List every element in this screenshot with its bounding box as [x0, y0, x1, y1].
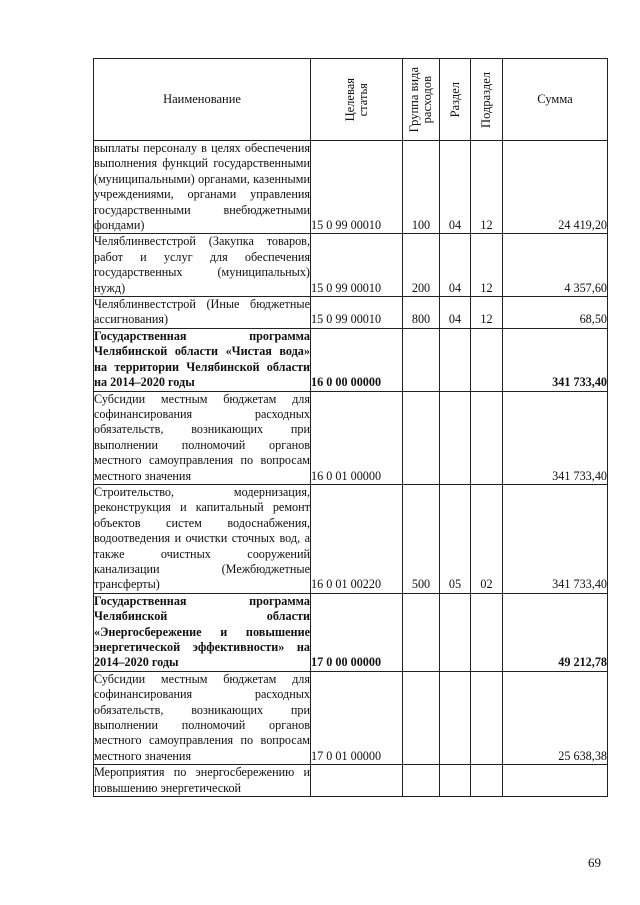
row-name: Строительство, модернизация, реконструкция и капитальный ремонт объектов систем водоснабжения, водоотведения и очистки сточных вод, а также очистных сооружений канализации (Межбюджетные трансферты)	[94, 484, 310, 592]
table-row	[94, 484, 608, 593]
row-name: Государственная программа Челябинской области «Чистая вода» на территории Челябинской области на 2014–2020 годы	[94, 328, 310, 390]
row-section	[440, 593, 471, 671]
row-code: 15 0 99 00010	[311, 141, 403, 234]
row-sum: 4 357,60	[503, 234, 608, 297]
row-code: 15 0 99 00010	[311, 297, 403, 329]
table-row-program	[94, 328, 608, 391]
row-name: Государственная программа Челябинской области «Энергосбережение и повышение энергетической эффективности» на 2014–2020 годы	[94, 593, 310, 670]
row-sum: 49 212,78	[503, 593, 608, 671]
row-section: 04	[440, 297, 471, 329]
col-header-sum: Сумма	[503, 59, 608, 141]
row-code: 17 0 00 00000	[311, 593, 403, 671]
row-group	[403, 765, 440, 797]
row-subsection	[471, 328, 503, 391]
row-sum	[503, 765, 608, 797]
row-sum: 25 638,38	[503, 671, 608, 764]
table-row	[94, 671, 608, 764]
header-row	[94, 59, 608, 141]
row-group	[403, 593, 440, 671]
row-section: 05	[440, 484, 471, 593]
row-name: выплаты персоналу в целях обеспечения выполнения функций государственными (муниципальными) органами, казенными учреждениями, органами управления государственными внебюджетными фондами)	[94, 141, 310, 233]
table-row	[94, 391, 608, 484]
row-sum: 341 733,40	[503, 391, 608, 484]
row-name: Мероприятия по энергосбережению и повышению энергетической	[94, 765, 310, 795]
row-name: Челяблинвестстрой (Закупка товаров, работ и услуг для обеспечения государственных (муниципальных) нужд)	[94, 234, 310, 295]
row-sum: 341 733,40	[503, 328, 608, 391]
row-section: 04	[440, 141, 471, 234]
row-code: 15 0 99 00010	[311, 234, 403, 297]
col-header-group	[403, 59, 440, 141]
table-row	[94, 297, 608, 329]
row-subsection	[471, 671, 503, 764]
row-group: 500	[403, 484, 440, 593]
row-section: 04	[440, 234, 471, 297]
row-section	[440, 765, 471, 797]
page-number: 69	[588, 855, 601, 870]
row-sum: 24 419,20	[503, 141, 608, 234]
row-group	[403, 391, 440, 484]
row-name: Челяблинвестстрой (Иные бюджетные ассигнования)	[94, 297, 310, 327]
row-code: 16 0 01 00220	[311, 484, 403, 593]
row-group	[403, 328, 440, 391]
row-group	[403, 671, 440, 764]
row-code: 16 0 01 00000	[311, 391, 403, 484]
row-group: 100	[403, 141, 440, 234]
col-header-subsection-text: Подраздел	[479, 71, 493, 128]
row-name: Субсидии местным бюджетам для софинансирования расходных обязательств, возникающих при выполнении полномочий органов местного самоуправления по вопросам местного значения	[94, 391, 310, 483]
row-subsection	[471, 593, 503, 671]
row-subsection: 12	[471, 234, 503, 297]
row-subsection: 02	[471, 484, 503, 593]
col-header-subsection	[471, 59, 503, 141]
row-group: 800	[403, 297, 440, 329]
budget-table	[93, 58, 608, 797]
col-header-target-text: Целевая статья	[342, 77, 370, 122]
row-subsection: 12	[471, 297, 503, 329]
table-row	[94, 234, 608, 297]
col-header-target	[311, 59, 403, 141]
row-code	[311, 765, 403, 797]
row-subsection	[471, 765, 503, 797]
table-row	[94, 765, 608, 797]
row-section	[440, 671, 471, 764]
row-subsection	[471, 391, 503, 484]
row-name: Субсидии местным бюджетам для софинансирования расходных обязательств, возникающих при выполнении полномочий органов местного самоуправления по вопросам местного значения	[94, 671, 310, 763]
col-header-group-text: Группа вида расходов	[407, 66, 434, 133]
table-row	[94, 141, 608, 234]
col-header-section-text: Раздел	[447, 81, 462, 118]
row-code: 17 0 01 00000	[311, 671, 403, 764]
row-section	[440, 391, 471, 484]
row-sum: 341 733,40	[503, 484, 608, 593]
col-header-name: Наименование	[94, 59, 311, 141]
row-subsection: 12	[471, 141, 503, 234]
col-header-section	[440, 59, 471, 141]
row-group: 200	[403, 234, 440, 297]
row-sum: 68,50	[503, 297, 608, 329]
table-row-program	[94, 593, 608, 671]
row-code: 16 0 00 00000	[311, 328, 403, 391]
row-section	[440, 328, 471, 391]
